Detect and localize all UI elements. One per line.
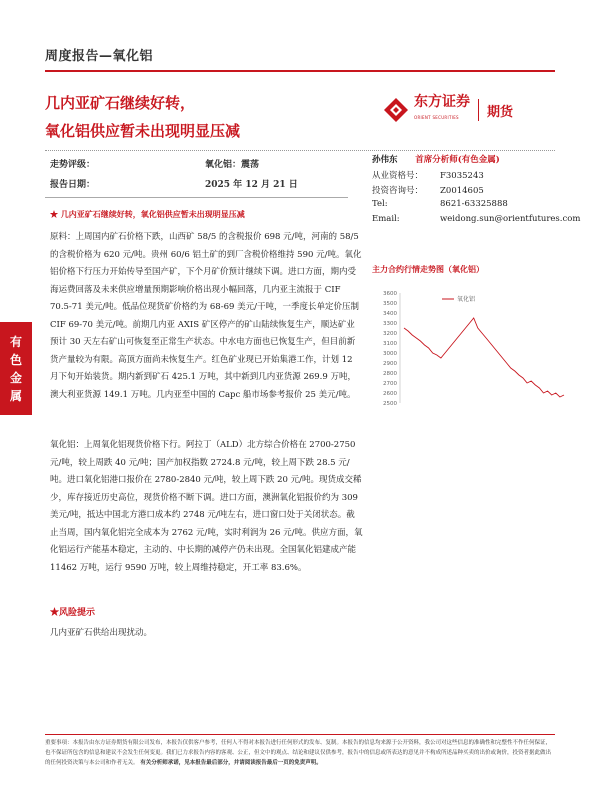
title-divider: [45, 150, 555, 151]
sector-tab-char: 属: [9, 388, 22, 403]
header-divider: [45, 70, 555, 72]
report-title-line2: 氧化铝供应暂未出现明显压减: [45, 122, 241, 140]
analyst-row-value: Z0014605: [440, 186, 484, 196]
disclaimer-divider: [45, 734, 555, 735]
summary-headline: ★ 几内亚矿石继续好转，氧化铝供应暂未出现明显压减: [50, 209, 245, 219]
brand-logo: [383, 95, 533, 125]
chart-title: 主力合约行情走势图（氧化铝）: [372, 264, 484, 274]
y-tick-label: 2900: [383, 361, 397, 367]
y-tick-label: 2800: [383, 371, 397, 377]
brand-name-en: ORIENT SECURITIES: [414, 115, 459, 120]
disclaimer: [45, 738, 555, 768]
y-tick-label: 3000: [383, 351, 397, 357]
y-tick-label: 2700: [383, 381, 397, 387]
analyst-row-value: 8621-63325888: [440, 199, 508, 209]
sector-tab-char: 色: [9, 352, 22, 367]
analyst-row: [372, 184, 484, 196]
analyst-name: 孙伟东: [372, 155, 398, 165]
analyst-row-label: Tel:: [372, 199, 388, 209]
legend-label: 氧化铝: [457, 296, 476, 303]
report-title-line1: 几内亚矿石继续好转，: [45, 94, 196, 112]
y-tick-label: 3300: [383, 321, 397, 327]
orient-securities-logo-icon: [383, 97, 409, 123]
analyst-row-label: 从业资格号：: [372, 171, 424, 181]
brand-name: 东方证券: [414, 94, 470, 110]
y-tick-label: 3500: [383, 301, 397, 307]
series-line: [404, 318, 564, 397]
risk-text: 几内亚矿石供给出现扰动。: [50, 628, 153, 638]
analyst-row[interactable]: [372, 214, 580, 224]
logo-divider: [478, 99, 479, 121]
analyst-row-label: 投资咨询号：: [372, 186, 424, 196]
risk-title: ★风险提示: [50, 608, 96, 618]
report-type: 周度报告—氧化铝: [45, 49, 154, 64]
summary-paragraph-raw-material: 原料：上周国内矿石价格下跌，山西矿 58/5 的含税报价 698 元/吨，河南的 58/5 的含税价格为 620 元/吨。贵州 60/6 铝土矿的到厂含税价格维持 590 元/吨。氧化铝价格下行压力开始传导至国产矿，下个月矿价预计继续下调。进口方面，期内受海运费回落及未来供应增量预期影响价格出现小幅回落，几内亚主流报于 CIF 70.5-71 美元/吨。低品位现货矿价格约为 68-69 美元/干吨，一季度长单定价压制 CIF 69-70 美元/吨。前期几内亚 AXIS 矿区停产的矿山陆续恢复生产，顺达矿业预计 30 天左右矿山可恢复至正常生产状态。中水电方面也已恢复生产，但目前新货产量较为有限。高顶方面尚未恢复生产。红色矿业现已开始集港工作，计划 12 月下旬开始装货。期内新到矿石 425.1 万吨，其中新到几内亚货源 269.9 万吨，澳大利亚货源 149.1 万吨。几内亚至中国的 Capc 船市场参考报价 25 美元/吨。: [50, 232, 362, 400]
date-value: 2025 年 12 月 21 日: [205, 180, 298, 190]
analyst-row-label: Email:: [372, 214, 400, 224]
disclaimer-text: 重要事项：本报告由东方证券期货有限公司发布，本报告仅供客户参考，任何人不得对本报告进行任何形式的发布、复制。本报告的信息均来源于公开资料，我公司对这些信息的准确性和完整性不作任何保证，也不保证所包含的信息和建议不会发生任何变更。我们已力求报告内容的客观、公正，但文中的观点、结论和建议仅供参考，报告中的信息或所表达的意见并不构成所述品种买卖的出价或询价，投资者据此做出的任何投资决策与本公司和作者无关。: [45, 740, 552, 766]
y-tick-label: 2600: [383, 391, 397, 397]
sector-tab-char: 金: [9, 370, 22, 385]
analyst-title: 首席分析师(有色金属): [415, 155, 500, 165]
rating-value: 氧化铝：震荡: [205, 160, 260, 170]
y-tick-label: 3600: [383, 291, 397, 297]
analyst-row-value: F3035243: [440, 171, 484, 181]
sector-tab: [0, 322, 32, 415]
analyst-email-link[interactable]: weidong.sun@orientfutures.com: [440, 214, 581, 224]
meta-divider: [45, 197, 348, 198]
summary-paragraph-alumina: 氧化铝：上周氧化铝现货价格下行。阿拉丁（ALD）北方综合价格在 2700-2750 元/吨，较上周跌 40 元/吨；国产加权指数 2724.8 元/吨，较上周下跌 28.5 元/吨。进口氧化铝港口报价在 2780-2840 元/吨，较上周下跌 20 元/吨。现货成交稀少，库存接近历史高位，现货价格不断下调。进口方面，澳洲氧化铝报价约为 309 美元/吨，抵达中国北方港口成本约 2748 元/吨左右，进口窗口处于关闭状态。截止当周，国内氧化铝完全成本为 2762 元/吨，实时利润为 26 元/吨。供应方面，氧化铝运行产能基本稳定，主动的、中长期的减停产仍未出现。全国氧化铝建成产能 11462 万吨，运行 9590 万吨，较上周维持稳定，开工率 83.6%。: [50, 440, 363, 573]
price-trend-chart: [372, 285, 572, 410]
date-label: 报告日期：: [50, 180, 96, 190]
analyst-row: [372, 199, 508, 209]
y-tick-label: 3200: [383, 331, 397, 337]
y-tick-label: 3400: [383, 311, 397, 317]
disclaimer-bold: 有关分析师承诺，见本报告最后部分，并请阅读报告最后一页的免责声明。: [140, 760, 322, 766]
analyst-header: [372, 153, 500, 165]
y-tick-label: 3100: [383, 341, 397, 347]
analyst-row: [372, 169, 484, 181]
sector-tab-char: 有: [9, 334, 22, 349]
rating-label: 走势评级：: [50, 160, 96, 170]
brand-division: 期货: [487, 104, 514, 120]
y-tick-label: 2500: [383, 401, 397, 407]
